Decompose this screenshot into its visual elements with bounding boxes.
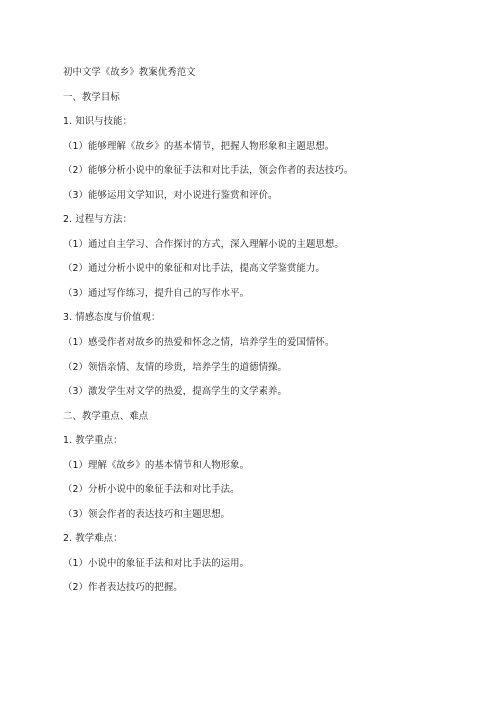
subheading-key-points: 1. 教学重点：	[63, 435, 123, 447]
list-item: （2）能够分析小说中的象征手法和对比手法，领会作者的表达技巧。	[63, 165, 354, 177]
list-item: （1）小说中的象征手法和对比手法的运用。	[63, 557, 250, 569]
list-item: （2）通过分析小说中的象征和对比手法，提高文学鉴赏能力。	[63, 263, 325, 275]
list-item: （1）感受作者对故乡的热爱和怀念之情，培养学生的爱国情怀。	[63, 337, 335, 349]
list-item: （3）激发学生对文学的热爱，提高学生的文学素养。	[63, 386, 287, 398]
list-item: （1）理解《故乡》的基本情节和人物形象。	[63, 459, 250, 471]
subheading-process-methods: 2. 过程与方法：	[63, 214, 133, 226]
subheading-difficulties: 2. 教学难点：	[63, 533, 123, 545]
list-item: （3）领会作者的表达技巧和主题思想。	[63, 508, 231, 520]
list-item: （1）能够理解《故乡》的基本情节，把握人物形象和主题思想。	[63, 140, 335, 152]
document-body	[63, 67, 473, 607]
section-heading-objectives: 一、教学目标	[63, 91, 120, 103]
subheading-knowledge-skills: 1. 知识与技能：	[63, 116, 133, 128]
list-item: （3）能够运用文学知识，对小说进行鉴赏和评价。	[63, 189, 278, 201]
list-item: （3）通过写作练习，提升自己的写作水平。	[63, 287, 250, 299]
list-item: （2）分析小说中的象征手法和对比手法。	[63, 484, 240, 496]
subheading-values: 3. 情感态度与价值观：	[63, 312, 161, 324]
list-item: （2）领悟亲情、友情的珍贵，培养学生的道德情操。	[63, 361, 287, 373]
section-heading-key-points: 二、教学重点、难点	[63, 410, 149, 422]
document-title: 初中文学《故乡》教案优秀范文	[63, 67, 196, 78]
list-item: （2）作者表达技巧的把握。	[63, 582, 183, 594]
list-item: （1）通过自主学习、合作探讨的方式，深入理解小说的主题思想。	[63, 238, 344, 250]
